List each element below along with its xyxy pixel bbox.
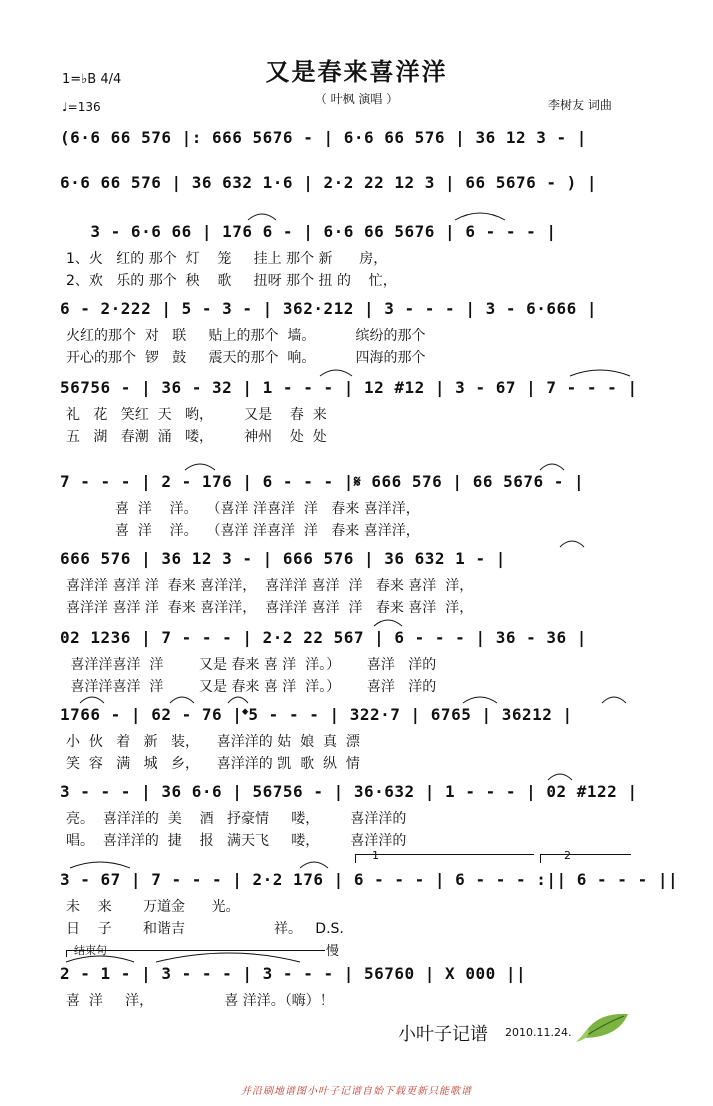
lyric-line-4a: 火红的那个 对 联 贴上的那个 墙。 缤纷的那个 <box>66 328 426 344</box>
lyric-line-4b: 开心的那个 锣 鼓 震天的那个 响。 四海的那个 <box>66 350 426 366</box>
ending-phrase-line <box>66 950 325 957</box>
page-title: 又是春来喜洋洋 <box>265 58 448 86</box>
score-line-1: (6·6 66 576 |: 666 5676 - | 6·6 66 576 | 36 12 3 - | <box>60 128 587 147</box>
volta-2-number: 2 <box>564 849 571 862</box>
lyric-line-10b: 唱。 喜洋洋的 捷 报 满天飞 喽， 喜洋洋的 <box>66 833 407 849</box>
slur-6 <box>540 464 564 470</box>
lyric-line-10a: 亮。 喜洋洋的 美 酒 抒豪情 喽， 喜洋洋的 <box>66 811 407 827</box>
volta-1-number: 1 <box>372 849 379 862</box>
transcription-date: 2010.11.24. <box>505 1026 572 1039</box>
volta-2-bracket <box>540 854 631 863</box>
lyric-line-3b: 2、欢 乐的 那个 秧 歌 扭呀 那个 扭 的 忙， <box>66 273 397 289</box>
slur-16 <box>300 862 328 868</box>
tempo-marking: ♩=136 <box>62 100 101 114</box>
lyric-line-5b: 五 湖 春潮 涌 喽， 神州 处 处 <box>66 429 327 445</box>
lyric-line-12a: 喜 洋 洋， 喜 洋洋。（嗨）！ <box>66 993 334 1009</box>
key-signature: 1=♭B 4/4 <box>62 72 122 87</box>
slur-15 <box>70 862 130 868</box>
score-line-10: 3 - - - | 36 6·6 | 56756 - | 36·632 | 1 - - - | 02 #122 | <box>60 782 638 801</box>
lyric-line-8b: 喜洋洋喜洋 洋 又是 春来 喜 洋 洋。） 喜洋 洋的 <box>66 679 437 695</box>
slur-2 <box>455 213 505 220</box>
slow-marking: 慢 <box>326 944 340 959</box>
score-line-11: 3 - 67 | 7 - - - | 2·2 176 | 6 - - - | 6 - - - :|| 6 - - - || <box>60 870 679 889</box>
lyric-line-7a: 喜洋洋 喜洋 洋 春来 喜洋洋， 喜洋洋 喜洋 洋 春来 喜洋 洋， <box>66 578 474 594</box>
slur-13 <box>602 697 626 703</box>
lyric-line-9b: 笑 容 满 城 乡， 喜洋洋的 凯 歌 纵 情 <box>66 756 360 772</box>
lyric-line-8a: 喜洋洋喜洋 洋 又是 春来 喜 洋 洋。） 喜洋 洋的 <box>66 657 437 673</box>
lyric-line-6b: 喜 洋 洋。 （喜洋 洋喜洋 洋 春来 喜洋洋， <box>66 523 420 539</box>
slur-10 <box>170 697 194 703</box>
transcriber-signature: 小叶子记谱 <box>398 1024 488 1045</box>
score-line-8: 02 1236 | 7 - - - | 2·2 22 567 | 6 - - - | 36 - 36 | <box>60 628 587 647</box>
slur-11 <box>228 697 248 703</box>
score-line-6: 7 - - - | 2 - 176 | 6 - - - |𝄋 666 576 | 66 5676 - | <box>60 472 585 491</box>
ending-phrase-label: 结束句 <box>74 944 107 957</box>
score-line-9: 1766 - | 62 - 76 |𝄌5 - - - | 322·7 | 6765 | 36212 | <box>60 705 573 724</box>
score-line-3: 3 - 6·6 66 | 176 6 - | 6·6 66 5676 | 6 - - - | <box>60 222 557 241</box>
slur-1 <box>248 214 276 220</box>
score-line-5: 56756 - | 36 - 32 | 1 - - - | 12 #12 | 3 - 67 | 7 - - - | <box>60 378 638 397</box>
slur-8 <box>374 620 402 626</box>
slur-3 <box>320 370 352 376</box>
slur-14 <box>548 774 572 780</box>
score-line-7: 666 576 | 36 12 3 - | 666 576 | 36 632 1 - | <box>60 549 506 568</box>
leaf-icon <box>574 1008 634 1044</box>
lyric-line-9a: 小 伙 着 新 装， 喜洋洋的 姑 娘 真 漂 <box>66 734 360 750</box>
slur-9 <box>80 697 104 703</box>
slur-7 <box>560 541 584 547</box>
score-line-12: 2 - 1 - | 3 - - - | 3 - - - | 56760 | X 000 || <box>60 964 527 983</box>
slur-12 <box>463 697 497 703</box>
score-line-4: 6 - 2·222 | 5 - 3 - | 362·212 | 3 - - - | 3 - 6·666 | <box>60 299 598 318</box>
lyric-line-7b: 喜洋洋 喜洋 洋 春来 喜洋洋， 喜洋洋 喜洋 洋 春来 喜洋 洋， <box>66 600 474 616</box>
lyric-line-5a: 礼 花 笑红 天 哟， 又是 春 来 <box>66 407 327 423</box>
score-line-2: 6·6 66 576 | 36 632 1·6 | 2·2 22 12 3 | 66 5676 - ) | <box>60 173 598 192</box>
footer-note: 并沿刷地谱图小叶子记谱自始下载更新只能歌谱 <box>241 1086 472 1097</box>
lyric-line-11b: 日 子 和谐吉 祥。 D.S. <box>66 921 344 937</box>
composer-credit: 李树友 词曲 <box>548 98 612 112</box>
lyric-line-6a: 喜 洋 洋。 （喜洋 洋喜洋 洋 春来 喜洋洋， <box>66 501 420 517</box>
slur-4 <box>570 370 630 376</box>
lyric-line-3a: 1、火 红的 那个 灯 笼 挂上 那个 新 房， <box>66 251 388 267</box>
volta-1-bracket <box>355 854 534 863</box>
lyric-line-11a: 未 来 万道金 光。 <box>66 899 240 915</box>
performer-subtitle: （ 叶枫 演唱 ） <box>314 92 399 106</box>
slur-5 <box>185 464 215 470</box>
